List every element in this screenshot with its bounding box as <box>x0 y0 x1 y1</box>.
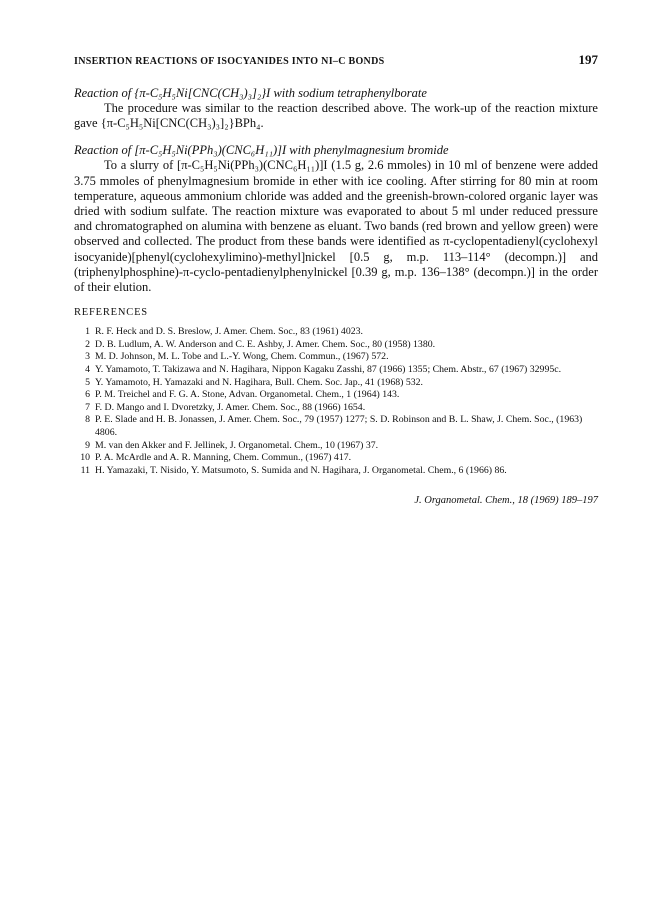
reference-item <box>74 465 598 478</box>
reference-text: Y. Yamamoto, T. Takizawa and N. Hagihara, Nippon Kagaku Zasshi, 87 (1966) 1355; Chem. Abstr., 67 (1967) 32995c. <box>95 364 562 376</box>
reference-item <box>74 402 598 415</box>
reference-text: M. D. Johnson, M. L. Tobe and L.-Y. Wong, Chem. Commun., (1967) 572. <box>95 351 389 363</box>
reference-list <box>74 326 598 477</box>
reference-item <box>74 326 598 339</box>
reference-item <box>74 339 598 352</box>
page-number: 197 <box>578 52 598 67</box>
reference-item <box>74 414 598 439</box>
running-title: INSERTION REACTIONS OF ISOCYANIDES INTO NI–C BONDS <box>74 56 385 67</box>
section-title: Reaction of {π-C₅H₅Ni[CNC(CH₃)₃]₂}I with sodium tetraphenylborate <box>74 86 427 100</box>
reference-item <box>74 440 598 453</box>
reference-text: R. F. Heck and D. S. Breslow, J. Amer. Chem. Soc., 83 (1961) 4023. <box>95 326 363 338</box>
section-tetraphenylborate <box>74 86 598 131</box>
reference-item <box>74 452 598 465</box>
page-header <box>74 52 598 74</box>
reference-text: H. Yamazaki, T. Nisido, Y. Matsumoto, S. Sumida and N. Hagihara, J. Organometal. Chem., 6 (1966) 86. <box>95 464 507 476</box>
reference-text: M. van den Akker and F. Jellinek, J. Organometal. Chem., 10 (1967) 37. <box>95 439 379 451</box>
section-paragraph: To a slurry of [π-C₅H₅Ni(PPh₃)(CNC₆H₁₁)]I (1.5 g, 2.6 mmoles) in 10 ml of benzene were added 3.75 mmoles of phenylmagnesium bromide in ether with ice cooling. After stirring for 80 min at room temperature, aqueous ammonium chloride was added and the greenish-brown-colored organic layer was dried with sodium sulfate. The reaction mixture was evaporated to about 5 ml under reduced pressure and chromatographed on alumina with benzene as eluant. Two bands (red brown and yellow green) were observed and collected. The product from these bands were identified as π-cyclopentadienyl(cyclohexyl isocyanide)[phenyl(cyclohexylimino)-methyl]nickel [0.5 g, m.p. 113–114° (decompn.)] and (triphenylphosphine)-π-cyclo-pentadienylphenylnickel [0.39 g, m.p. 136–138° (decompn.)] in the order of their elution. <box>74 158 598 295</box>
reference-text: P. A. McArdle and A. R. Manning, Chem. Commun., (1967) 417. <box>95 452 352 464</box>
reference-item <box>74 389 598 402</box>
references-heading: REFERENCES <box>74 307 148 319</box>
reference-number: 2 <box>85 338 90 350</box>
reference-number: 9 <box>85 439 90 451</box>
section-paragraph: The procedure was similar to the reaction described above. The work-up of the reaction mixture gave {π-C₅H₅Ni[CNC(CH₃)₃]₂}BPh₄. <box>74 101 598 131</box>
reference-item <box>74 351 598 364</box>
reference-text: Y. Yamamoto, H. Yamazaki and N. Hagihara, Bull. Chem. Soc. Jap., 41 (1968) 532. <box>95 376 423 388</box>
reference-text: P. M. Treichel and F. G. A. Stone, Advan. Organometal. Chem., 1 (1964) 143. <box>95 389 400 401</box>
reference-number: 4 <box>85 364 90 376</box>
section-phenylmagnesium <box>74 143 598 295</box>
journal-citation: J. Organometal. Chem., 18 (1969) 189–197 <box>414 495 598 507</box>
section-title: Reaction of [π-C₅H₅Ni(PPh₃)(CNC₆H₁₁)]I with phenylmagnesium bromide <box>74 143 449 158</box>
reference-number: 11 <box>80 464 90 476</box>
reference-text: F. D. Mango and I. Dvoretzky, J. Amer. Chem. Soc., 88 (1966) 1654. <box>95 401 366 413</box>
reference-number: 6 <box>85 389 90 401</box>
reference-number: 10 <box>80 452 90 464</box>
reference-text: P. E. Slade and H. B. Jonassen, J. Amer. Chem. Soc., 79 (1957) 1277; S. D. Robinson and B. L. Shaw, J. Chem. Soc., (1963) 4806. <box>95 414 583 438</box>
reference-number: 8 <box>85 414 90 426</box>
reference-item <box>74 377 598 390</box>
reference-number: 7 <box>85 401 90 413</box>
reference-number: 1 <box>85 326 90 338</box>
reference-number: 5 <box>85 376 90 388</box>
journal-page <box>74 52 598 506</box>
reference-number: 3 <box>85 351 90 363</box>
reference-text: D. B. Ludlum, A. W. Anderson and C. E. Ashby, J. Amer. Chem. Soc., 80 (1958) 1380. <box>95 338 436 350</box>
reference-item <box>74 364 598 377</box>
